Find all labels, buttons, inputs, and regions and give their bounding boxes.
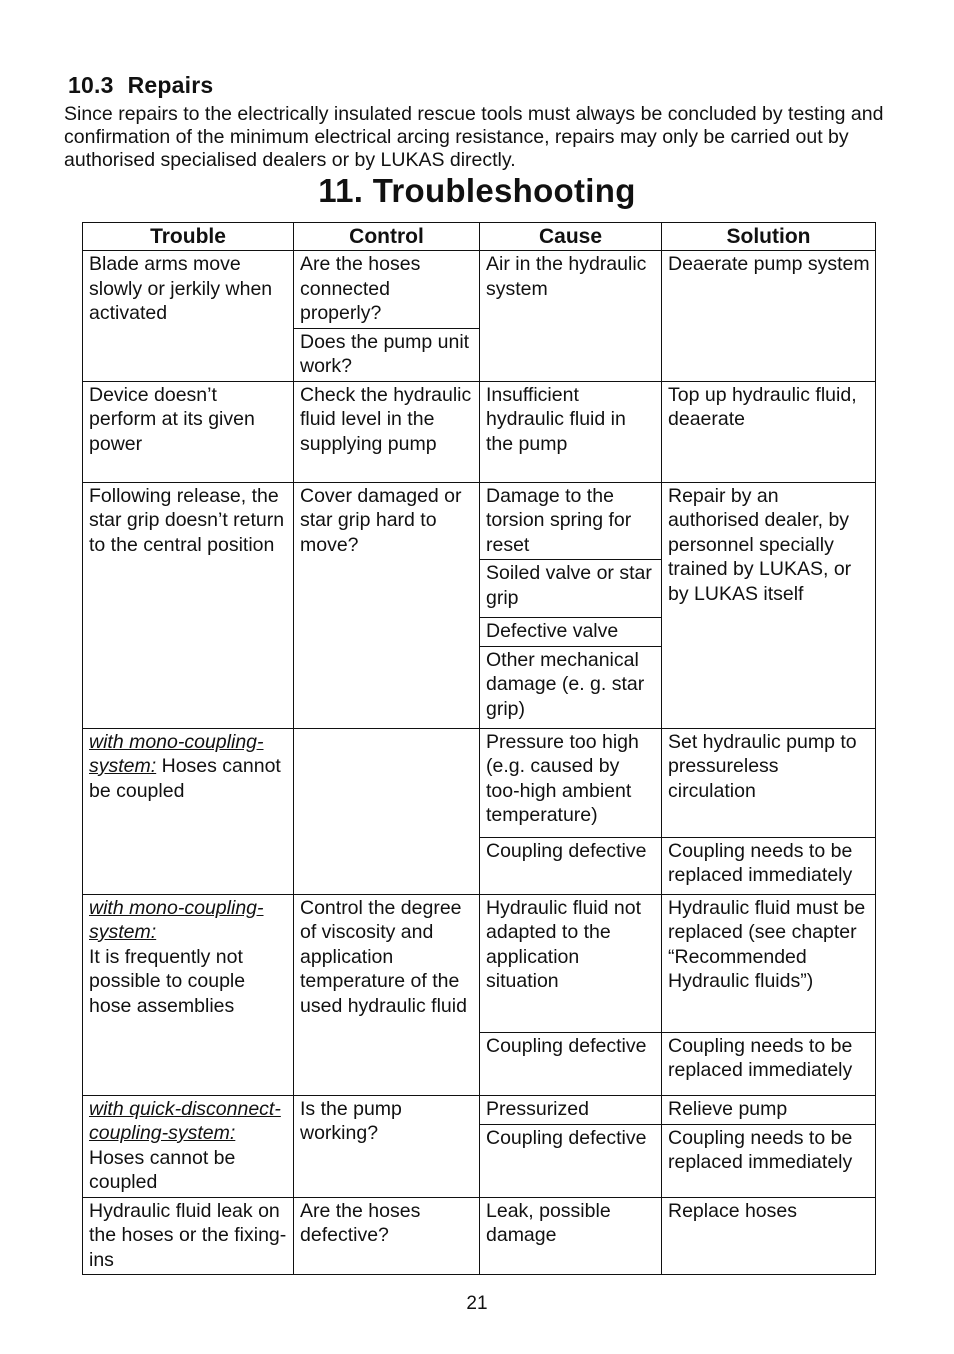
trouble-cell <box>83 1095 294 1197</box>
cause-cell: Defective valve <box>480 618 662 647</box>
solution-cell: Replace hoses <box>662 1197 876 1275</box>
control-cell: Are the hoses defective? <box>294 1197 480 1275</box>
table-row <box>83 1095 876 1124</box>
table-row <box>83 1197 876 1275</box>
trouble-cell: Following release, the star grip doesn’t return to the central position <box>83 482 294 728</box>
header-control: Control <box>294 223 480 251</box>
solution-cell: Deaerate pump system <box>662 251 876 382</box>
chapter-title: 11. Troubleshooting <box>318 172 636 209</box>
trouble-text: Hoses cannot be coupled <box>89 755 281 802</box>
cause-cell: Pressurized <box>480 1095 662 1124</box>
table-row <box>83 482 876 560</box>
trouble-cell: Blade arms move slowly or jerkily when activated <box>83 251 294 382</box>
trouble-text: Hoses cannot be coupled <box>89 1146 236 1193</box>
table-header-row <box>83 223 876 251</box>
solution-cell: Set hydraulic pump to pressureless circulation <box>662 728 876 837</box>
cause-cell: Coupling defective <box>480 1124 662 1197</box>
cause-cell: Air in the hydraulic system <box>480 251 662 382</box>
control-cell: Check the hydraulic fluid level in the supplying pump <box>294 381 480 482</box>
section-title: Repairs <box>127 72 214 98</box>
header-trouble: Trouble <box>83 223 294 251</box>
cause-cell: Coupling defective <box>480 837 662 894</box>
solution-cell: Top up hydraulic fluid, deaerate <box>662 381 876 482</box>
control-cell: Does the pump unit work? <box>294 328 480 381</box>
trouble-cell: Hydraulic fluid leak on the hoses or the fixing-ins <box>83 1197 294 1275</box>
cause-cell: Insufficient hydraulic fluid in the pump <box>480 381 662 482</box>
table-row <box>83 381 876 482</box>
page-number: 21 <box>466 1293 488 1314</box>
trouble-cell <box>83 728 294 894</box>
section-number: 10.3 <box>68 72 114 98</box>
table-row <box>83 894 876 1032</box>
solution-cell: Coupling needs to be replaced immediately <box>662 1032 876 1095</box>
control-cell <box>294 728 480 894</box>
table-row <box>83 251 876 329</box>
cause-cell: Leak, possible damage <box>480 1197 662 1275</box>
solution-cell: Repair by an authorised dealer, by personnel specially trained by LUKAS, or by LUKAS itself <box>662 482 876 728</box>
cause-cell: Coupling defective <box>480 1032 662 1095</box>
control-cell: Control the degree of viscosity and application temperature of the used hydraulic fluid <box>294 894 480 1095</box>
trouble-cell <box>83 894 294 1095</box>
header-cause: Cause <box>480 223 662 251</box>
solution-cell: Hydraulic fluid must be replaced (see chapter “Recommended Hydraulic fluids”) <box>662 894 876 1032</box>
trouble-system-label: with mono-coupling-system: <box>89 896 264 943</box>
cause-cell: Hydraulic fluid not adapted to the application situation <box>480 894 662 1032</box>
control-cell: Cover damaged or star grip hard to move? <box>294 482 480 728</box>
troubleshooting-table <box>82 222 876 1275</box>
cause-cell: Pressure too high (e.g. caused by too-high ambient temperature) <box>480 728 662 837</box>
section-paragraph: Since repairs to the electrically insulated rescue tools must always be concluded by testing and confirmation of the minimum electrical arcing resistance, repairs may only be carried out by authorised specialised dealers or by LUKAS directly. <box>64 103 884 171</box>
trouble-system-label: with mono-coupling-system: <box>89 730 264 777</box>
trouble-system-label: with quick-disconnect-coupling-system: <box>89 1097 281 1144</box>
solution-cell: Coupling needs to be replaced immediately <box>662 1124 876 1197</box>
control-cell: Is the pump working? <box>294 1095 480 1197</box>
cause-cell: Soiled valve or star grip <box>480 560 662 618</box>
cause-cell: Other mechanical damage (e. g. star grip) <box>480 646 662 728</box>
cause-cell: Damage to the torsion spring for reset <box>480 482 662 560</box>
solution-cell: Coupling needs to be replaced immediately <box>662 837 876 894</box>
control-cell: Are the hoses connected properly? <box>294 251 480 329</box>
trouble-cell: Device doesn’t perform at its given power <box>83 381 294 482</box>
solution-cell: Relieve pump <box>662 1095 876 1124</box>
section-heading <box>68 72 213 99</box>
table-row <box>83 728 876 837</box>
header-solution: Solution <box>662 223 876 251</box>
trouble-text: It is frequently not possible to couple hose assemblies <box>89 945 246 1017</box>
